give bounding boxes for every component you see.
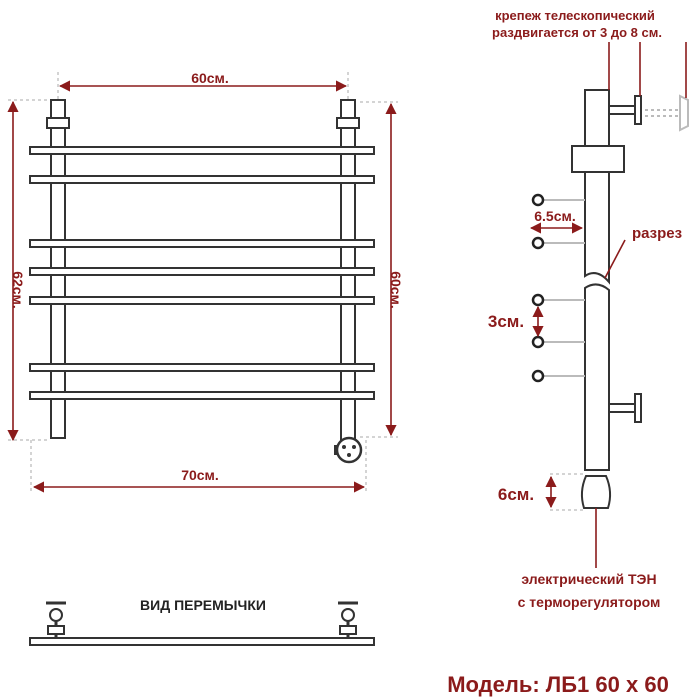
width-between-posts-label: 60см. (191, 70, 229, 86)
crossbar (30, 364, 374, 371)
side-collar (572, 146, 624, 172)
heater-length-label: 6см. (497, 485, 535, 504)
bar-spacing-label: 3см. (487, 312, 525, 331)
model-label: Модель: ЛБ1 60 х 60 (447, 672, 669, 697)
crossbars (30, 147, 374, 399)
crossbar (30, 297, 374, 304)
crossbar (30, 147, 374, 154)
heater-label-line2: с терморегулятором (517, 594, 661, 610)
telescopic-mount (609, 96, 688, 130)
jumper-view-title: ВИД ПЕРЕМЫЧКИ (140, 597, 266, 613)
lower-wall-mount (609, 394, 641, 422)
crossbar-end (533, 295, 543, 305)
front-view (8, 70, 404, 494)
left-top-collar (47, 118, 69, 128)
side-post-upper (585, 90, 609, 282)
heater-label-line1: электрический ТЭН (521, 571, 657, 587)
side-view (488, 8, 688, 610)
crossbar (30, 268, 374, 275)
total-height-label: 62см. (10, 271, 26, 309)
mount-note-line1: крепеж телескопический (495, 8, 655, 23)
heater-element (582, 476, 610, 508)
crossbar (30, 240, 374, 247)
heater-plug (337, 438, 361, 462)
jumper-bar (30, 638, 374, 645)
jumper-view (30, 597, 374, 645)
crossbar-end (533, 238, 543, 248)
mount-note-line2: раздвигается от 3 до 8 см. (492, 25, 662, 40)
crossbar-end (533, 337, 543, 347)
right-top-collar (337, 118, 359, 128)
bar-depth-label: 6.5см. (534, 208, 576, 224)
crossbar (30, 176, 374, 183)
right-jumper-fitting (338, 603, 358, 638)
height-to-top-bar-label: 60см. (388, 271, 404, 309)
total-width-label: 70см. (181, 467, 219, 483)
side-post-lower (585, 284, 609, 470)
left-jumper-fitting (46, 603, 66, 638)
crossbar-end (533, 195, 543, 205)
crossbar-end (533, 371, 543, 381)
crossbar (30, 392, 374, 399)
cut-label: разрез (631, 225, 683, 242)
